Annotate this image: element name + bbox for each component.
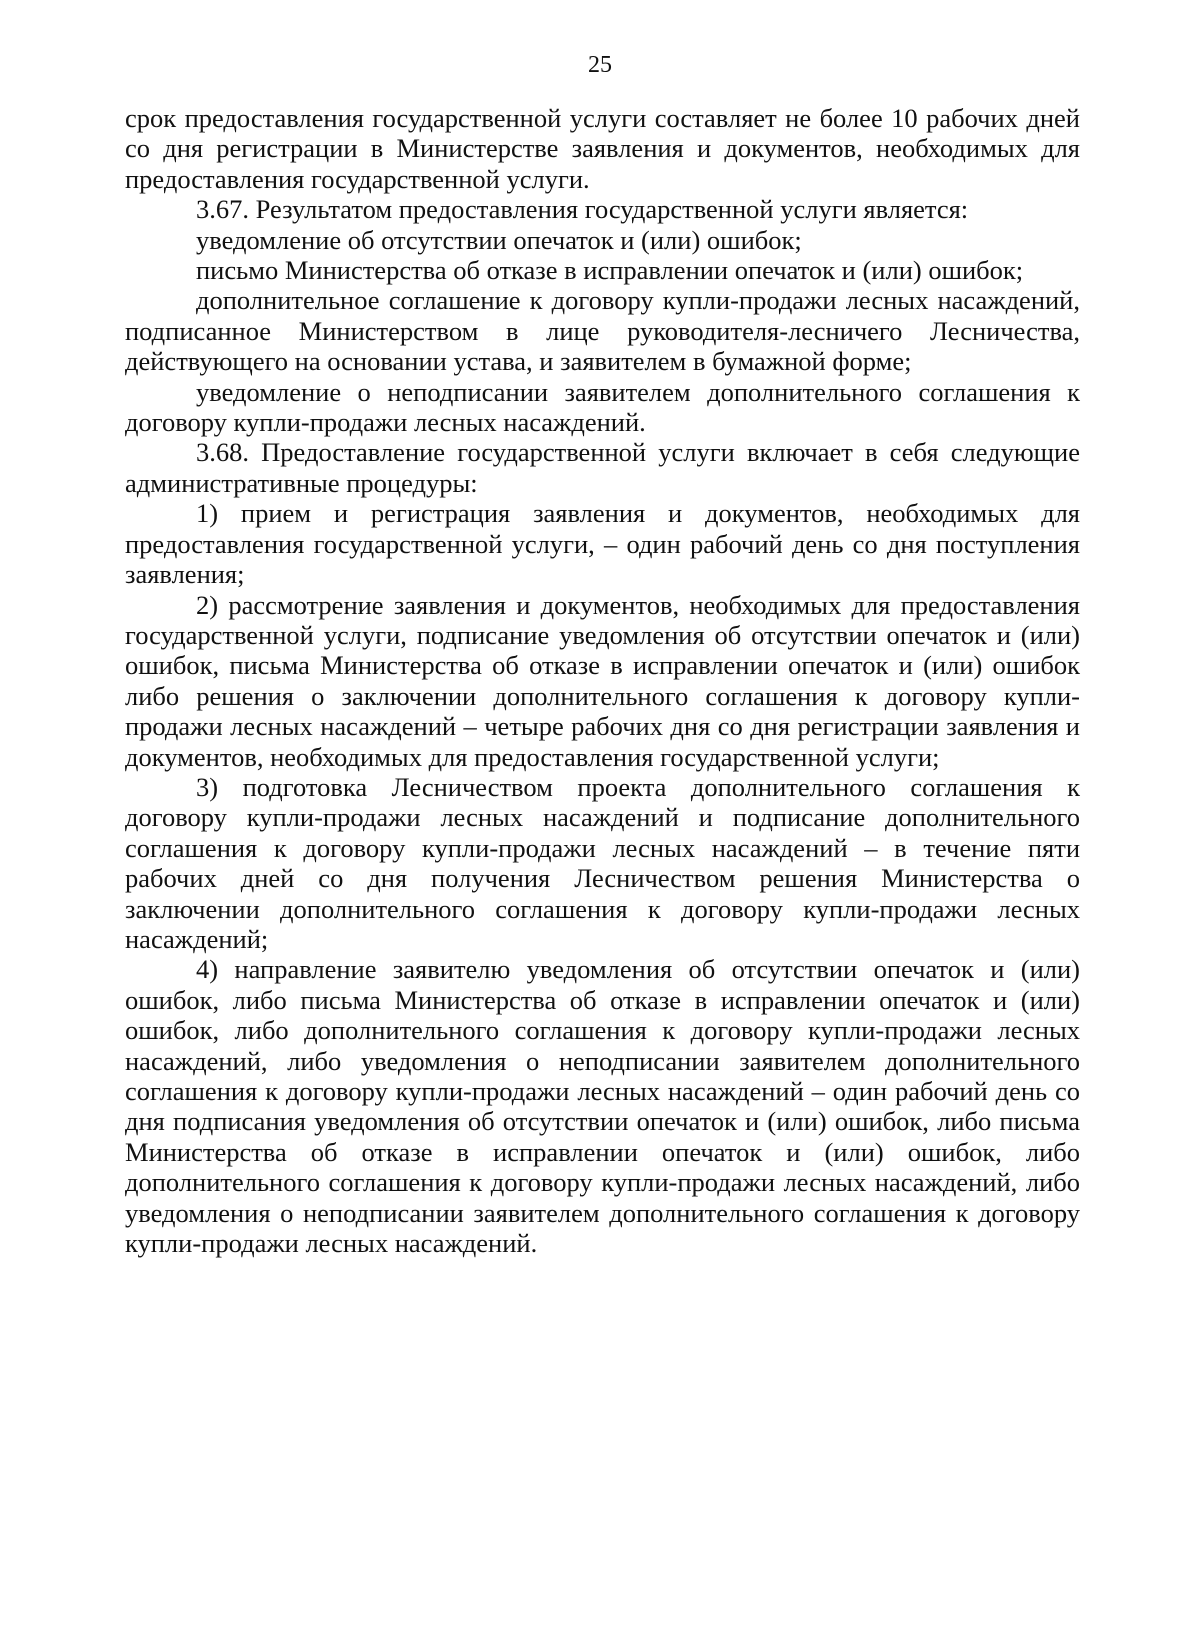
paragraph-result-non-signing-notice: уведомление о неподписании заявителем дополнительного соглашения к договору купли-продажи лесных насаждений. bbox=[125, 376, 1080, 438]
paragraph-procedure-4: 4) направление заявителю уведомления об отсутствии опечаток и (или) ошибок, либо письма Министерства об отказе в исправлении опечаток и (или) ошибок, либо дополнительного соглашения к договору купли-продажи лесных насаждений, либо уведомления о неподписании заявителем дополнительного соглашения к договору купли-продажи лесных насаждений – один рабочий день со дня подписания уведомления об отсутствии опечаток и (или) ошибок, либо письма Министерства об отказе в исправлении опечаток и (или) ошибок, либо дополнительного соглашения к договору купли-продажи лесных насаждений, либо уведомления о неподписании заявителем дополнительного соглашения к договору купли-продажи лесных насаждений. bbox=[125, 954, 1080, 1259]
paragraph-procedure-1: 1) прием и регистрация заявления и документов, необходимых для предоставления государственной услуги, – один рабочий день со дня поступления заявления; bbox=[125, 498, 1080, 590]
page-number: 25 bbox=[588, 52, 612, 78]
paragraph-procedure-2: 2) рассмотрение заявления и документов, необходимых для предоставления государственной услуги, подписание уведомления об отсутствии опечаток и (или) ошибок, письма Министерства об отказе в исправлении опечаток и (или) ошибок либо решения о заключении дополнительного соглашения к договору купли-продажи лесных насаждений – четыре рабочих дня со дня регистрации заявления и документов, необходимых для предоставления государственной услуги; bbox=[125, 589, 1080, 772]
paragraph-result-notification: уведомление об отсутствии опечаток и (или) ошибок; bbox=[196, 224, 802, 255]
paragraph-result-additional-agreement: дополнительное соглашение к договору купли-продажи лесных насаждений, подписанное Министерством в лице руководителя-лесничего Лесничества, действующего на основании устава, и заявителем в бумажной форме; bbox=[125, 285, 1080, 377]
paragraph-continuation: срок предоставления государственной услуги составляет не более 10 рабочих дней со дня регистрации в Министерстве заявления и документов, необходимых для предоставления государственной услуги. bbox=[125, 103, 1080, 194]
paragraph-3-67-heading: 3.67. Результатом предоставления государственной услуги является: bbox=[196, 194, 969, 225]
document-body bbox=[125, 103, 1080, 1258]
paragraph-3-68-heading: 3.68. Предоставление государственной услуги включает в себя следующие административные процедуры: bbox=[125, 437, 1080, 498]
paragraph-procedure-3: 3) подготовка Лесничеством проекта дополнительного соглашения к договору купли-продажи лесных насаждений и подписание дополнительного соглашения к договору купли-продажи лесных насаждений – в течение пяти рабочих дней со дня получения Лесничеством решения Министерства о заключении дополнительного соглашения к договору купли-продажи лесных насаждений; bbox=[125, 771, 1080, 954]
paragraph-result-refusal-letter: письмо Министерства об отказе в исправлении опечаток и (или) ошибок; bbox=[196, 255, 1024, 286]
